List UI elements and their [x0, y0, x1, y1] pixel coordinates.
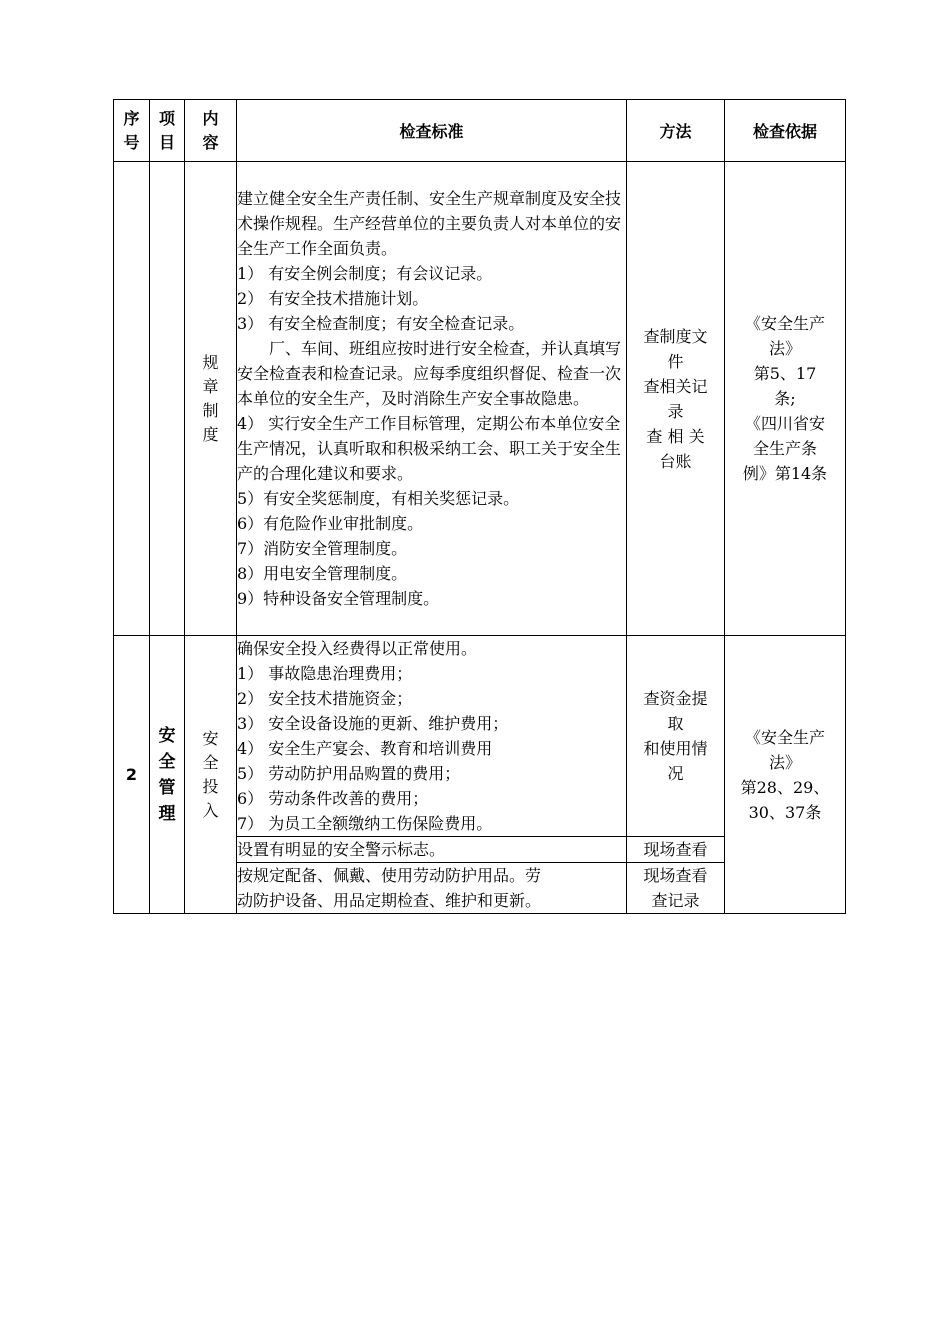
standard-cell: [237, 863, 627, 914]
content-cell: 规章制度: [185, 162, 237, 636]
method-line: 查制度文: [643, 326, 708, 346]
basis-cell: [725, 636, 846, 914]
header-seq: 序号: [114, 100, 150, 162]
method-cell: [627, 636, 725, 837]
standard-line: 9）特种设备安全管理制度。: [237, 589, 440, 608]
basis-line: 30、37条: [748, 802, 822, 822]
standard-line: 8）用电安全管理制度。: [237, 564, 408, 583]
standard-line: 设置有明显的安全警示标志。: [237, 840, 446, 859]
method-line: 查记录: [651, 891, 700, 910]
standard-line: 3） 安全设备设施的更新、维护费用；: [237, 714, 509, 733]
standard-line: 2） 有安全技术措施计划。: [237, 289, 429, 308]
standard-line: 7）消防安全管理制度。: [237, 539, 408, 558]
method-line: 况: [667, 764, 684, 783]
basis-line: 第5、17: [753, 364, 817, 383]
basis-line: 《四川省安: [744, 414, 825, 433]
standard-line: 厂、车间、班组应按时进行安全检查，并认真填写安全检查表和检查记录。应每季度组织督促、检查一次本单位的安全生产，及时消除生产安全事故隐患。: [237, 339, 622, 408]
method-line: 查资金提: [643, 689, 708, 708]
item-cell: [150, 162, 185, 636]
standard-line: 建立健全安全生产责任制、安全生产规章制度及安全技术操作规程。生产经营单位的主要负责人对本单位的安全生产工作全面负责。: [237, 189, 622, 258]
header-basis: 检查依据: [725, 100, 846, 162]
method-line: 录: [667, 401, 684, 421]
header-item: 项目: [150, 100, 185, 162]
standard-line: 1） 有安全例会制度；有会议记录。: [237, 264, 493, 283]
standard-cell: [237, 837, 627, 863]
method-line: 件: [667, 351, 684, 371]
standard-line: 2） 安全技术措施资金；: [237, 689, 413, 708]
standard-line: 5）有安全奖惩制度，有相关奖惩记录。: [237, 489, 520, 508]
method-line: 查 相 关: [646, 426, 705, 446]
method-cell: [627, 863, 725, 914]
header-standard: 检查标准: [237, 100, 627, 162]
basis-line: 法》: [768, 339, 801, 358]
seq-cell: [114, 162, 150, 636]
basis-line: 全生产条: [752, 439, 817, 458]
content-cell: 安全投入: [185, 636, 237, 914]
method-cell: [627, 837, 725, 863]
method-line: 台账: [659, 451, 692, 471]
standard-line: 6） 劳动条件改善的费用；: [237, 789, 429, 808]
standard-cell: [237, 636, 627, 837]
standard-cell: [237, 162, 627, 636]
basis-line: 第28、29、: [740, 777, 830, 797]
header-row: [114, 100, 846, 162]
standard-line: 4） 实行安全生产工作目标管理，定期公布本单位安全生产情况，认真听取和积极采纳工会、职工关于安全生产的合理化建议和要求。: [237, 414, 622, 483]
standard-line: 5） 劳动防护用品购置的费用；: [237, 764, 461, 783]
header-method: 方法: [627, 100, 725, 162]
basis-line: 《安全生产: [744, 727, 825, 747]
standard-line: 7） 为员工全额缴纳工伤保险费用。: [237, 814, 493, 833]
standard-line: 6）有危险作业审批制度。: [237, 514, 424, 533]
method-line: 取: [667, 714, 684, 733]
basis-line: 《安全生产: [744, 314, 825, 333]
standard-line: 3） 有安全检查制度；有安全检查记录。: [237, 314, 525, 333]
basis-cell: [725, 162, 846, 636]
method-cell: [627, 162, 725, 636]
seq-cell: 2: [114, 636, 150, 914]
basis-line: 条;: [774, 389, 796, 408]
basis-line: 例》第14条: [742, 464, 828, 483]
header-content: 内容: [185, 100, 237, 162]
method-line: 查相关记: [643, 376, 708, 396]
method-line: 现场查看: [643, 866, 708, 885]
standard-line: 4） 安全生产宴会、教育和培训费用: [237, 739, 493, 758]
standard-line: 1） 事故隐患治理费用；: [237, 664, 413, 683]
standard-line: 确保安全投入经费得以正常使用。: [237, 639, 478, 658]
table-row: [114, 162, 846, 636]
basis-line: 法》: [768, 752, 801, 772]
item-cell: 安全管理: [150, 636, 185, 914]
method-line: 现场查看: [643, 840, 708, 859]
method-line: 和使用情: [643, 739, 708, 758]
standard-line: 动防护设备、用品定期检查、维护和更新。: [237, 891, 542, 910]
table-row: [114, 636, 846, 837]
standard-line: 按规定配备、佩戴、使用劳动防护用品。劳: [237, 866, 542, 885]
inspection-table: [113, 99, 846, 914]
